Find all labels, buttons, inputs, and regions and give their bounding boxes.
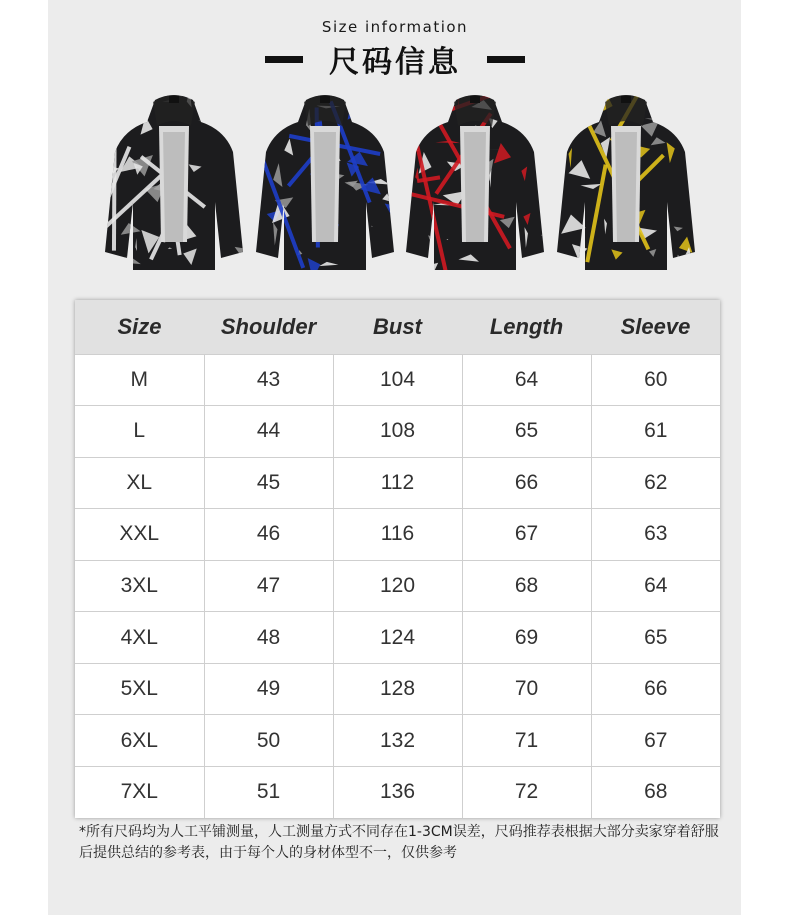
table-row [75, 766, 720, 818]
title-bar-left [265, 56, 303, 63]
cell-bust: 104 [333, 354, 462, 406]
cell-size: 6XL [75, 715, 204, 767]
cell-size: 5XL [75, 663, 204, 715]
cell-shoulder: 45 [204, 457, 333, 509]
cell-bust: 108 [333, 406, 462, 458]
cell-shoulder: 51 [204, 766, 333, 818]
table-row [75, 406, 720, 458]
table-header-row [75, 300, 720, 354]
cell-length: 65 [462, 406, 591, 458]
page-title: 尺码信息 [329, 45, 461, 80]
cell-shoulder: 46 [204, 509, 333, 561]
cell-sleeve: 68 [591, 766, 720, 818]
cell-sleeve: 64 [591, 560, 720, 612]
cell-size: 3XL [75, 560, 204, 612]
cell-shoulder: 44 [204, 406, 333, 458]
cell-size: 4XL [75, 612, 204, 664]
title-bar-right [487, 56, 525, 63]
cell-shoulder: 47 [204, 560, 333, 612]
header-bust: Bust [333, 300, 462, 354]
cell-length: 66 [462, 457, 591, 509]
cell-size: XL [75, 457, 204, 509]
cell-sleeve: 63 [591, 509, 720, 561]
table-row [75, 612, 720, 664]
cell-sleeve: 66 [591, 663, 720, 715]
cell-length: 67 [462, 509, 591, 561]
cell-size: M [75, 354, 204, 406]
cell-bust: 132 [333, 715, 462, 767]
cell-bust: 116 [333, 509, 462, 561]
cell-sleeve: 65 [591, 612, 720, 664]
cell-shoulder: 50 [204, 715, 333, 767]
title-row [0, 38, 790, 80]
header-length: Length [462, 300, 591, 354]
cell-length: 69 [462, 612, 591, 664]
cell-shoulder: 49 [204, 663, 333, 715]
table-row [75, 715, 720, 767]
cell-shoulder: 48 [204, 612, 333, 664]
table-row [75, 354, 720, 406]
cell-size: L [75, 406, 204, 458]
cell-bust: 128 [333, 663, 462, 715]
cell-bust: 120 [333, 560, 462, 612]
cell-shoulder: 43 [204, 354, 333, 406]
cell-length: 71 [462, 715, 591, 767]
cell-length: 70 [462, 663, 591, 715]
cell-bust: 112 [333, 457, 462, 509]
cell-sleeve: 60 [591, 354, 720, 406]
table-row [75, 663, 720, 715]
cell-bust: 124 [333, 612, 462, 664]
header-sleeve: Sleeve [591, 300, 720, 354]
table-row [75, 509, 720, 561]
cell-size: XXL [75, 509, 204, 561]
subtitle: Size information [321, 18, 469, 36]
measurement-note: *所有尺码均为人工平铺测量，人工测量方式不同存在1-3CM误差，尺码推荐表根据大部分卖家穿着舒服后提供总结的参考表，由于每个人的身材体型不一，仅供参考 [79, 824, 719, 861]
cell-size: 7XL [75, 766, 204, 818]
cell-bust: 136 [333, 766, 462, 818]
jacket-gallery [103, 92, 697, 272]
cell-length: 68 [462, 560, 591, 612]
red-camo-jacket-image [404, 92, 546, 272]
blue-camo-jacket-image [254, 92, 396, 272]
table-row [75, 457, 720, 509]
cell-length: 72 [462, 766, 591, 818]
cell-sleeve: 61 [591, 406, 720, 458]
size-table [75, 300, 720, 818]
cell-sleeve: 67 [591, 715, 720, 767]
header-size: Size [75, 300, 204, 354]
cell-sleeve: 62 [591, 457, 720, 509]
white-camo-jacket-image [103, 92, 245, 272]
cell-length: 64 [462, 354, 591, 406]
header-shoulder: Shoulder [204, 300, 333, 354]
table-row [75, 560, 720, 612]
yellow-camo-jacket-image [555, 92, 697, 272]
